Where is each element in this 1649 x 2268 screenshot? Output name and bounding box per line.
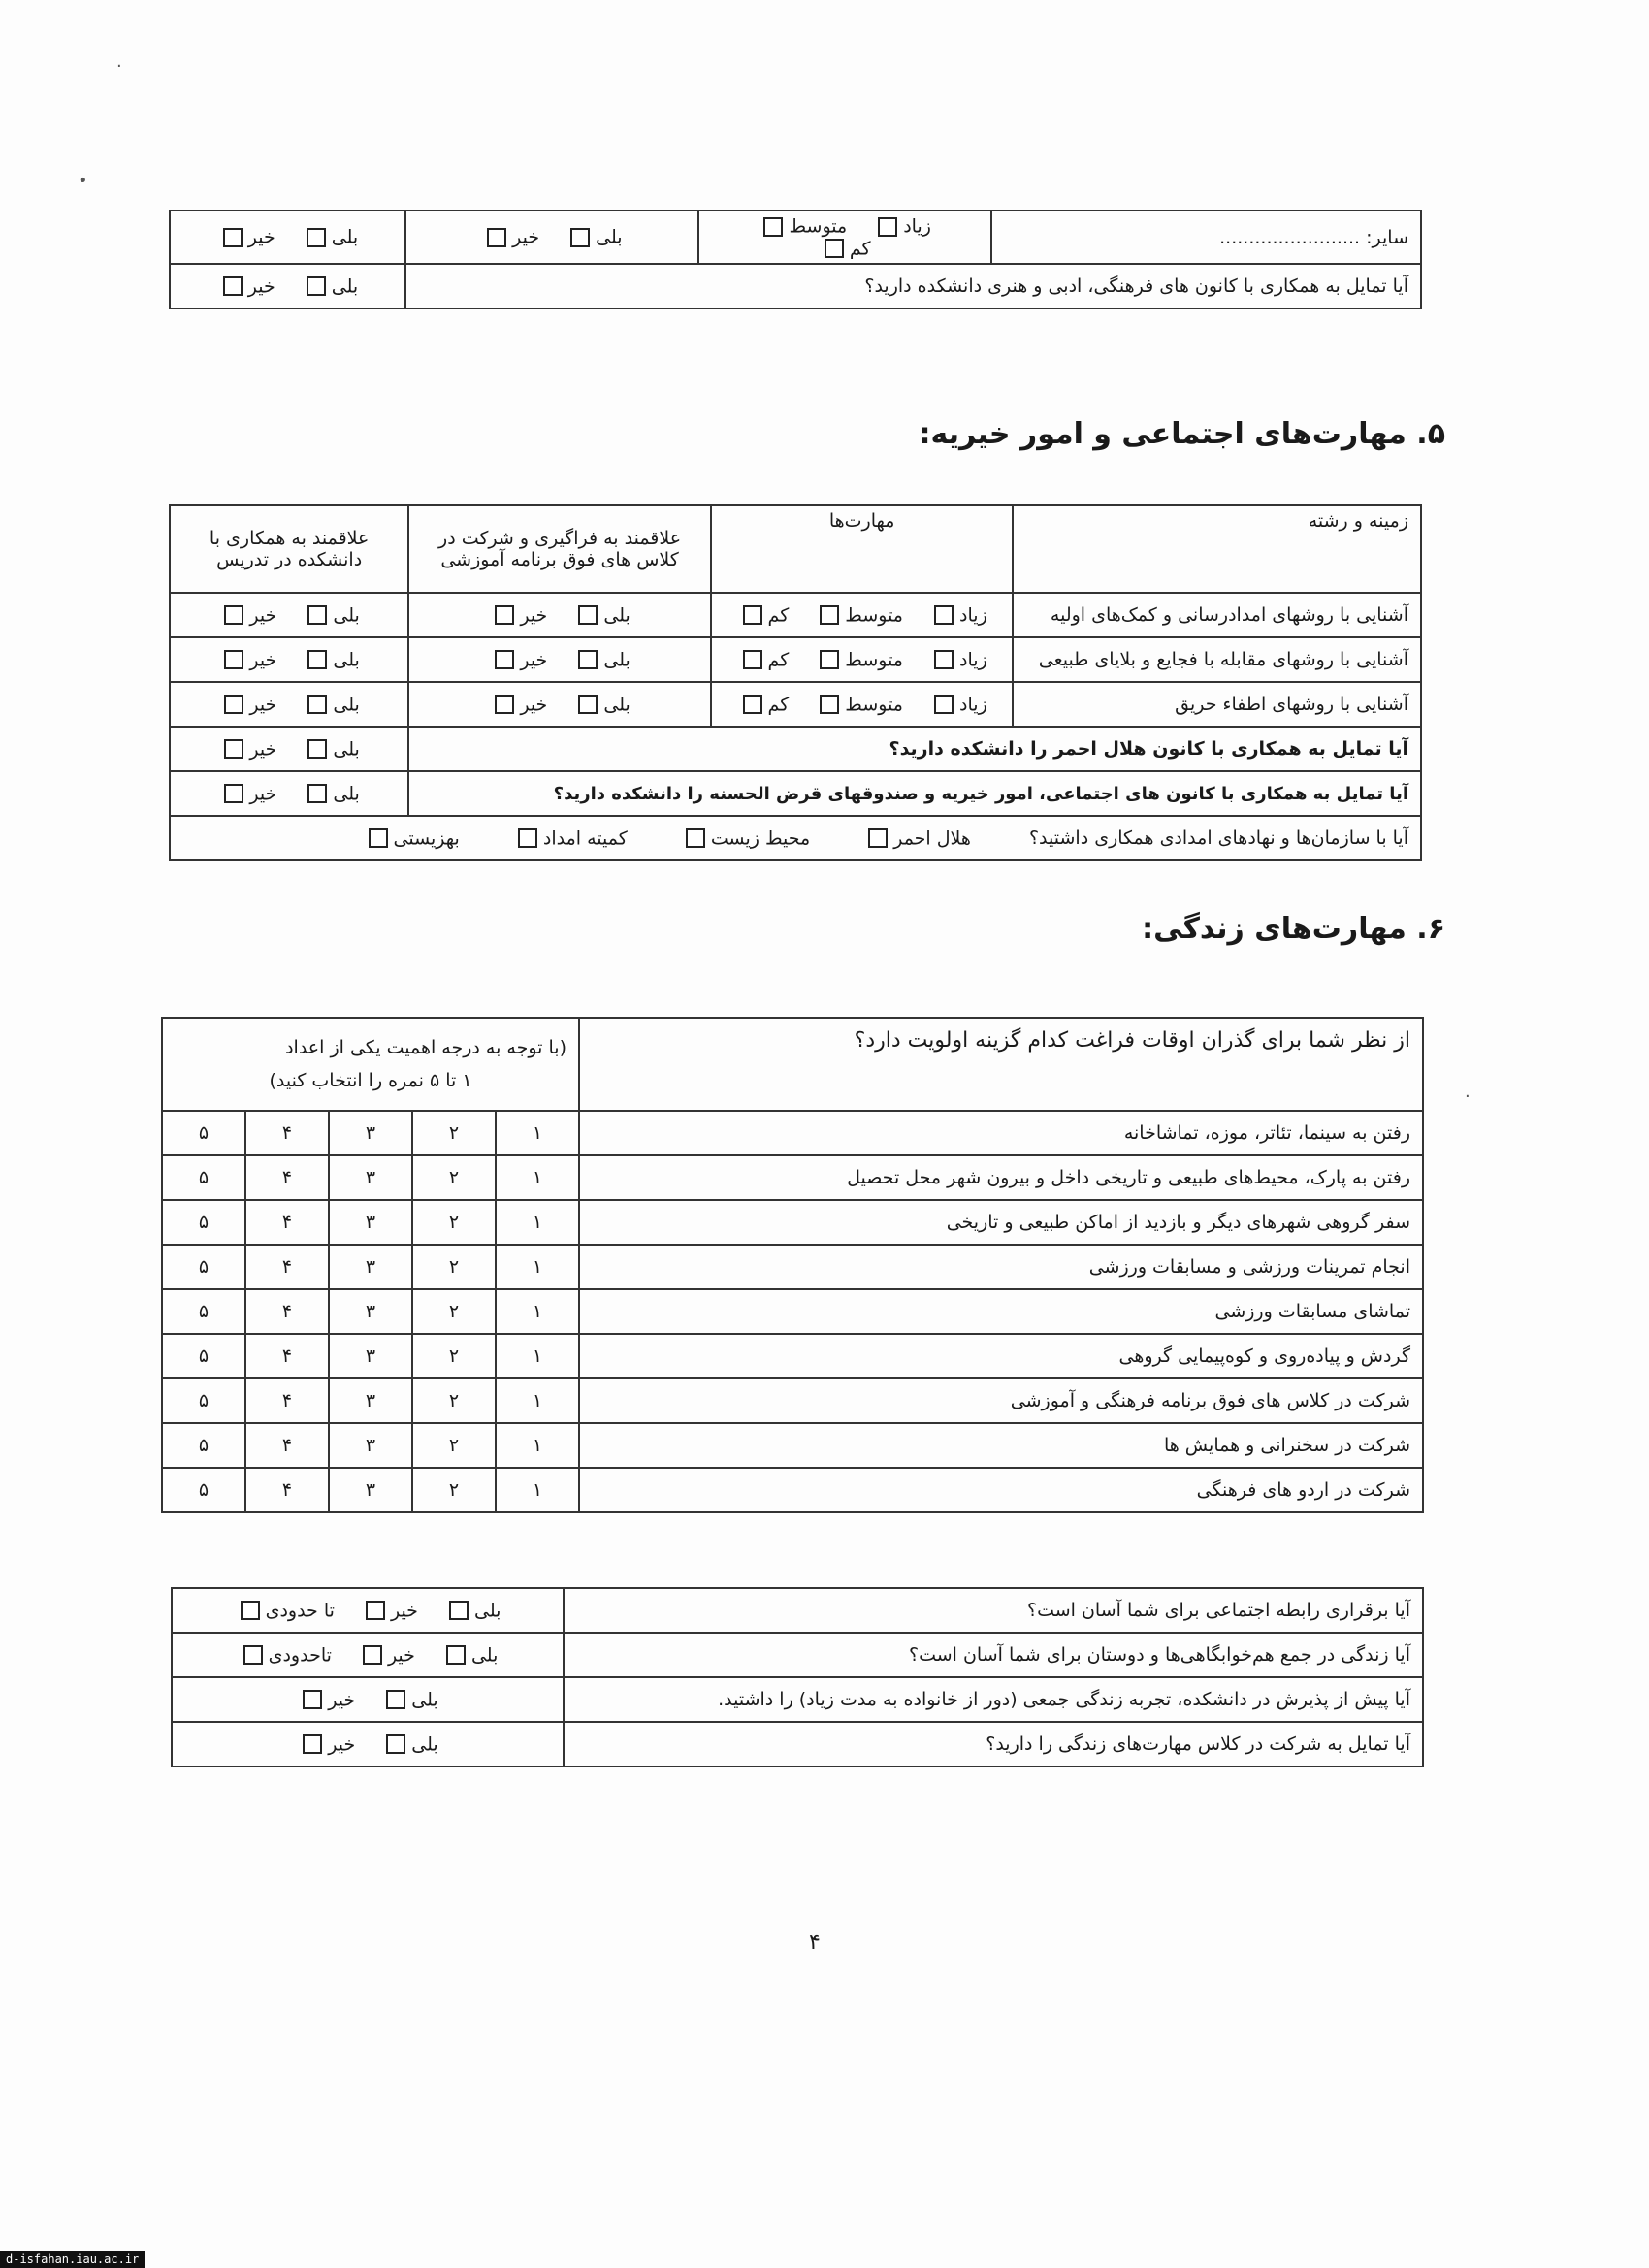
score-1[interactable]: ۱ <box>496 1334 579 1378</box>
score-5[interactable]: ۵ <box>162 1289 245 1334</box>
level-low-label: کم <box>849 238 871 259</box>
footer-url: d-isfahan.iau.ac.ir <box>0 2251 145 2268</box>
learning-cell <box>408 682 711 727</box>
yes-checkbox[interactable] <box>307 276 326 296</box>
no-label: خیر <box>247 226 275 248</box>
score-4[interactable]: ۴ <box>245 1423 329 1468</box>
yes-checkbox[interactable] <box>307 605 327 625</box>
score-1[interactable]: ۱ <box>496 1245 579 1289</box>
no-checkbox[interactable] <box>363 1645 382 1665</box>
yes-no-cell-b <box>170 211 405 264</box>
level-low-checkbox[interactable] <box>743 650 762 669</box>
score-3[interactable]: ۳ <box>329 1155 412 1200</box>
options-cell <box>172 1588 564 1633</box>
row-label: آشنایی با روشهای اطفاء حریق <box>1013 682 1421 727</box>
options-cell <box>172 1722 564 1766</box>
level-low-checkbox[interactable] <box>743 695 762 714</box>
somewhat-label: تاحدودی <box>268 1644 332 1667</box>
score-4[interactable]: ۴ <box>245 1200 329 1245</box>
score-5[interactable]: ۵ <box>162 1155 245 1200</box>
other-cell <box>991 211 1421 264</box>
score-1[interactable]: ۱ <box>496 1468 579 1512</box>
score-1[interactable]: ۱ <box>496 1289 579 1334</box>
level-low-checkbox[interactable] <box>824 239 844 258</box>
org-welfare-label: بهزیستی <box>393 827 460 850</box>
yes-label: بلی <box>331 226 359 248</box>
yes-label: بلی <box>333 649 360 671</box>
yes-label: بلی <box>603 649 630 671</box>
yes-label: بلی <box>333 738 360 761</box>
level-mid-checkbox[interactable] <box>820 650 839 669</box>
level-cell <box>711 593 1014 637</box>
score-3[interactable]: ۳ <box>329 1289 412 1334</box>
yes-label: بلی <box>596 226 623 248</box>
no-label: خیر <box>249 604 277 627</box>
level-mid-label: متوسط <box>845 649 903 671</box>
score-3[interactable]: ۳ <box>329 1245 412 1289</box>
yes-checkbox[interactable] <box>386 1734 405 1754</box>
leisure-item: شرکت در کلاس های فوق برنامه فرهنگی و آموزشی <box>579 1378 1423 1423</box>
yes-label: بلی <box>333 604 360 627</box>
leisure-question: از نظر شما برای گذران اوقات فراغت کدام گزینه اولویت دارد؟ <box>579 1018 1423 1111</box>
score-5[interactable]: ۵ <box>162 1245 245 1289</box>
yes-label: بلی <box>470 1644 499 1667</box>
yes-checkbox[interactable] <box>386 1690 405 1709</box>
no-label: خیر <box>249 738 277 761</box>
level-high-checkbox[interactable] <box>934 695 954 714</box>
yes-label: بلی <box>473 1600 501 1622</box>
leisure-item: شرکت در اردو های فرهنگی <box>579 1468 1423 1512</box>
score-2[interactable]: ۲ <box>412 1378 496 1423</box>
table-row <box>172 1677 1423 1722</box>
score-5[interactable]: ۵ <box>162 1468 245 1512</box>
no-label: خیر <box>520 649 548 671</box>
yes-label: بلی <box>603 604 630 627</box>
level-low-label: کم <box>767 649 790 671</box>
question-text: آیا پیش از پذیرش در دانشکده، تجربه زندگی جمعی (دور از خانواده به مدت زیاد) را داشتید. <box>564 1677 1423 1722</box>
organizations-cell <box>170 816 1421 860</box>
bottom-table <box>171 1587 1424 1767</box>
learning-cell <box>408 637 711 682</box>
no-label: خیر <box>249 783 277 805</box>
level-mid-checkbox[interactable] <box>820 695 839 714</box>
somewhat-checkbox[interactable] <box>241 1601 260 1620</box>
table-row <box>162 1245 1423 1289</box>
score-3[interactable]: ۳ <box>329 1334 412 1378</box>
no-checkbox[interactable] <box>224 695 243 714</box>
table-row <box>162 1378 1423 1423</box>
score-3[interactable]: ۳ <box>329 1378 412 1423</box>
no-checkbox[interactable] <box>366 1601 385 1620</box>
table-row <box>170 593 1421 637</box>
level-cell <box>698 211 991 264</box>
yes-no-cell <box>170 264 405 308</box>
row-label: آشنایی با روشهای مقابله با فجایع و بلایای طبیعی <box>1013 637 1421 682</box>
somewhat-checkbox[interactable] <box>243 1645 263 1665</box>
level-cell <box>711 682 1014 727</box>
score-2[interactable]: ۲ <box>412 1245 496 1289</box>
no-checkbox[interactable] <box>223 228 242 247</box>
somewhat-label: تا حدودی <box>265 1600 335 1622</box>
yes-checkbox[interactable] <box>570 228 590 247</box>
yes-label: بلی <box>333 783 360 805</box>
table-row <box>172 1722 1423 1766</box>
score-3[interactable]: ۳ <box>329 1200 412 1245</box>
teaching-cell <box>170 637 408 682</box>
table-row <box>170 727 1421 771</box>
no-checkbox[interactable] <box>224 605 243 625</box>
score-2[interactable]: ۲ <box>412 1334 496 1378</box>
level-mid-checkbox[interactable] <box>763 217 783 237</box>
table-row <box>172 1633 1423 1677</box>
table-row <box>162 1289 1423 1334</box>
scan-speck: • <box>78 171 88 191</box>
no-label: خیر <box>387 1644 415 1667</box>
yes-no-cell-a <box>405 211 698 264</box>
leisure-item: گردش و پیاده‌روی و کوه‌پیمایی گروهی <box>579 1334 1423 1378</box>
score-3[interactable]: ۳ <box>329 1423 412 1468</box>
question-text: آیا زندگی در جمع هم‌خوابگاهی‌ها و دوستان برای شما آسان است؟ <box>564 1633 1423 1677</box>
no-label: خیر <box>328 1689 356 1711</box>
leisure-item: رفتن به پارک، محیط‌های طبیعی و تاریخی داخل و بیرون شهر محل تحصیل <box>579 1155 1423 1200</box>
question-text: آیا تمایل به شرکت در کلاس مهارت‌های زندگی را دارید؟ <box>564 1722 1423 1766</box>
level-high-label: زیاد <box>959 649 987 671</box>
table-row <box>170 816 1421 860</box>
question-cell <box>405 264 1421 308</box>
no-label: خیر <box>328 1733 356 1756</box>
no-label: خیر <box>512 226 540 248</box>
level-high-label: زیاد <box>903 215 931 238</box>
learning-cell <box>408 593 711 637</box>
no-checkbox[interactable] <box>224 739 243 759</box>
no-label: خیر <box>249 649 277 671</box>
org-red-crescent-checkbox[interactable] <box>868 828 888 848</box>
score-1[interactable]: ۱ <box>496 1111 579 1155</box>
org-welfare-checkbox[interactable] <box>369 828 388 848</box>
no-checkbox[interactable] <box>303 1690 322 1709</box>
level-mid-checkbox[interactable] <box>820 605 839 625</box>
score-4[interactable]: ۴ <box>245 1378 329 1423</box>
level-mid-label: متوسط <box>789 215 848 238</box>
table-row <box>162 1468 1423 1512</box>
table-row <box>170 264 1421 308</box>
scan-speck: · <box>1465 1086 1471 1107</box>
org-red-crescent-label: هلال احمر <box>893 827 971 850</box>
level-high-label: زیاد <box>959 694 987 716</box>
yes-checkbox[interactable] <box>578 650 598 669</box>
level-high-label: زیاد <box>959 604 987 627</box>
level-mid-label: متوسط <box>845 604 903 627</box>
table-row <box>170 771 1421 816</box>
score-4[interactable]: ۴ <box>245 1245 329 1289</box>
top-table <box>169 210 1422 309</box>
question-red-crescent: آیا تمایل به همکاری با کانون هلال احمر را دانشکده دارید؟ <box>408 727 1421 771</box>
level-low-label: کم <box>767 604 790 627</box>
score-4[interactable]: ۴ <box>245 1155 329 1200</box>
table-row <box>172 1588 1423 1633</box>
header-field: زمینه و رشته <box>1013 505 1421 593</box>
table-row <box>170 682 1421 727</box>
header-learning: علاقمند به فراگیری و شرکت در کلاس های فوق برنامه آموزشی <box>408 505 711 593</box>
table-row <box>162 1111 1423 1155</box>
score-1[interactable]: ۱ <box>496 1423 579 1468</box>
no-checkbox[interactable] <box>303 1734 322 1754</box>
table-row <box>162 1334 1423 1378</box>
yes-label: بلی <box>411 1689 438 1711</box>
no-checkbox[interactable] <box>487 228 506 247</box>
yes-checkbox[interactable] <box>307 695 327 714</box>
no-checkbox[interactable] <box>224 650 243 669</box>
score-4[interactable]: ۴ <box>245 1468 329 1512</box>
yes-checkbox[interactable] <box>307 650 327 669</box>
score-4[interactable]: ۴ <box>245 1334 329 1378</box>
yes-label: بلی <box>333 694 360 716</box>
no-checkbox[interactable] <box>224 784 243 803</box>
yes-no-cell <box>170 771 408 816</box>
score-2[interactable]: ۲ <box>412 1468 496 1512</box>
score-2[interactable]: ۲ <box>412 1289 496 1334</box>
no-label: خیر <box>520 694 548 716</box>
scan-speck: · <box>116 56 122 77</box>
score-1[interactable]: ۱ <box>496 1155 579 1200</box>
no-label: خیر <box>249 694 277 716</box>
score-2[interactable]: ۲ <box>412 1423 496 1468</box>
no-label: خیر <box>247 275 275 298</box>
no-checkbox[interactable] <box>495 695 514 714</box>
yes-checkbox[interactable] <box>307 784 327 803</box>
score-5[interactable]: ۵ <box>162 1423 245 1468</box>
level-cell <box>711 637 1014 682</box>
org-relief-committee-label: کمیته امداد <box>542 827 628 850</box>
other-label: سایر: ........................ <box>1219 226 1408 248</box>
teaching-cell <box>170 593 408 637</box>
level-high-checkbox[interactable] <box>934 605 954 625</box>
yes-checkbox[interactable] <box>449 1601 469 1620</box>
yes-checkbox[interactable] <box>578 695 598 714</box>
header-skills: مهارت‌ها <box>711 505 1014 593</box>
score-5[interactable]: ۵ <box>162 1111 245 1155</box>
options-cell <box>172 1633 564 1677</box>
page-number: ۴ <box>809 1930 821 1955</box>
score-1[interactable]: ۱ <box>496 1200 579 1245</box>
section5-heading: ۵. مهارت‌های اجتماعی و امور خیریه: <box>919 417 1445 451</box>
score-2[interactable]: ۲ <box>412 1155 496 1200</box>
instruction-line1: (با توجه به درجه اهمیت یکی از اعداد <box>285 1037 566 1058</box>
score-4[interactable]: ۴ <box>245 1111 329 1155</box>
score-3[interactable]: ۳ <box>329 1468 412 1512</box>
score-1[interactable]: ۱ <box>496 1378 579 1423</box>
level-high-checkbox[interactable] <box>934 650 954 669</box>
no-label: خیر <box>520 604 548 627</box>
org-environment-label: محیط زیست <box>710 827 811 850</box>
table-row <box>162 1155 1423 1200</box>
yes-checkbox[interactable] <box>307 228 326 247</box>
leisure-item: رفتن به سینما، تئاتر، موزه، تماشاخانه <box>579 1111 1423 1155</box>
score-5[interactable]: ۵ <box>162 1200 245 1245</box>
teaching-cell <box>170 682 408 727</box>
score-4[interactable]: ۴ <box>245 1289 329 1334</box>
org-relief-committee-checkbox[interactable] <box>518 828 537 848</box>
question-charity: آیا تمایل به همکاری با کانون های اجتماعی، امور خیریه و صندوقهای قرض الحسنه را دانشکده دارید؟ <box>408 771 1421 816</box>
yes-label: بلی <box>411 1733 438 1756</box>
table-row <box>162 1423 1423 1468</box>
org-environment-checkbox[interactable] <box>686 828 705 848</box>
section5-table <box>169 504 1422 861</box>
options-cell <box>172 1677 564 1722</box>
score-2[interactable]: ۲ <box>412 1111 496 1155</box>
header-row <box>162 1018 1423 1111</box>
score-5[interactable]: ۵ <box>162 1378 245 1423</box>
instruction-line2: ۱ تا ۵ نمره را انتخاب کنید) <box>269 1070 472 1091</box>
score-3[interactable]: ۳ <box>329 1111 412 1155</box>
leisure-item: انجام تمرینات ورزشی و مسابقات ورزشی <box>579 1245 1423 1289</box>
no-checkbox[interactable] <box>495 650 514 669</box>
question-organizations: آیا با سازمان‌ها و نهادهای امدادی همکاری داشتید؟ <box>1028 826 1408 849</box>
level-mid-label: متوسط <box>845 694 903 716</box>
section6-heading: ۶. مهارت‌های زندگی: <box>1142 912 1445 946</box>
no-label: خیر <box>390 1600 418 1622</box>
score-2[interactable]: ۲ <box>412 1200 496 1245</box>
question-text: آیا برقراری رابطه اجتماعی برای شما آسان است؟ <box>564 1588 1423 1633</box>
header-row <box>170 505 1421 593</box>
section6-table <box>161 1017 1424 1513</box>
yes-label: بلی <box>603 694 630 716</box>
leisure-item: سفر گروهی شهرهای دیگر و بازدید از اماکن طبیعی و تاریخی <box>579 1200 1423 1245</box>
table-row <box>170 637 1421 682</box>
header-teaching: علاقمند به همکاری با دانشکده در تدریس <box>170 505 408 593</box>
table-row <box>162 1200 1423 1245</box>
score-5[interactable]: ۵ <box>162 1334 245 1378</box>
level-high-checkbox[interactable] <box>878 217 897 237</box>
no-checkbox[interactable] <box>223 276 242 296</box>
yes-checkbox[interactable] <box>578 605 598 625</box>
yes-label: بلی <box>331 275 359 298</box>
level-low-label: کم <box>767 694 790 716</box>
yes-checkbox[interactable] <box>307 739 327 759</box>
table-row <box>170 211 1421 264</box>
level-low-checkbox[interactable] <box>743 605 762 625</box>
leisure-item: تماشای مسابقات ورزشی <box>579 1289 1423 1334</box>
no-checkbox[interactable] <box>495 605 514 625</box>
question-text: آیا تمایل به همکاری با کانون های فرهنگی، ادبی و هنری دانشکده دارید؟ <box>864 275 1408 297</box>
instruction-cell <box>162 1018 579 1111</box>
row-label: آشنایی با روشهای امدادرسانی و کمک‌های اولیه <box>1013 593 1421 637</box>
yes-no-cell <box>170 727 408 771</box>
leisure-item: شرکت در سخنرانی و همایش ها <box>579 1423 1423 1468</box>
yes-checkbox[interactable] <box>446 1645 466 1665</box>
